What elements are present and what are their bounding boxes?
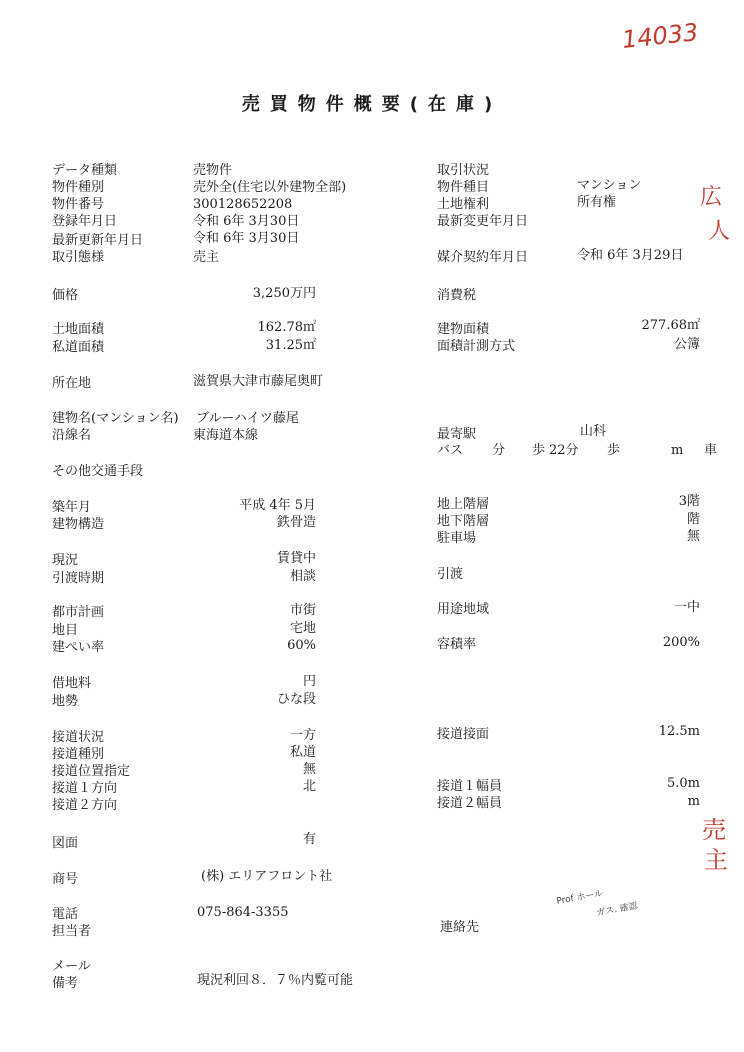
value-floors-below: 階 (686, 512, 700, 527)
value-city-plan: 市街 (289, 603, 316, 618)
value-contract-date: 令和 6年 3月29日 (577, 248, 684, 263)
label-remarks: 備考 (52, 976, 79, 991)
label-deal-status: 取引状況 (437, 163, 490, 178)
label-road-designation: 接道位置指定 (52, 764, 131, 779)
value-updated: 令和 6年 3月30日 (193, 231, 300, 246)
value-land-rent: 円 (302, 674, 316, 689)
value-private-road: 31.25㎡ (265, 338, 316, 353)
value-far: 200% (662, 635, 700, 650)
label-parking: 駐車場 (437, 531, 477, 546)
value-status: 賃貸中 (276, 551, 316, 566)
label-bus: バス (437, 443, 464, 458)
label-location: 所在地 (52, 376, 92, 391)
label-land-category: 地目 (52, 623, 79, 638)
label-floors-below: 地下階層 (437, 514, 490, 529)
label-walk-2: 歩 (607, 443, 621, 458)
page-title: 売買物件概要(在庫) (241, 94, 503, 115)
value-road-frontage: 12.5m (658, 724, 700, 739)
value-road-status: 一方 (289, 728, 316, 743)
label-drawing: 図面 (52, 836, 79, 851)
value-phone: 075-864-3355 (197, 905, 289, 920)
label-city-plan: 都市計画 (52, 605, 105, 620)
value-parking: 無 (686, 529, 700, 544)
label-handover-time: 引渡時期 (52, 571, 105, 586)
label-building-area: 建物面積 (437, 322, 490, 337)
value-zoning: 一中 (673, 600, 700, 615)
label-station: 最寄駅 (437, 427, 477, 442)
value-deal-mode: 売主 (193, 250, 220, 265)
value-data-type: 売物件 (193, 163, 233, 178)
value-road2-width: m (687, 794, 700, 809)
value-land-category: 宅地 (289, 621, 316, 636)
label-contract-date: 媒介契約年月日 (437, 250, 529, 265)
label-road-frontage: 接道接面 (437, 727, 490, 742)
label-mail: メール (52, 959, 91, 974)
label-meters: m (671, 443, 684, 458)
label-coverage: 建ぺい率 (52, 640, 105, 655)
value-building-area: 277.68㎡ (641, 318, 700, 333)
value-road-designation: 無 (302, 762, 316, 777)
handwritten-small-note: Prof ホール (555, 888, 604, 907)
label-company: 商号 (52, 872, 79, 887)
value-property-no: 300128652208 (193, 197, 293, 212)
label-land-right: 土地権利 (437, 197, 490, 212)
label-data-type: データ種類 (52, 163, 118, 178)
label-road1-direction: 接道１方向 (52, 781, 118, 796)
label-structure: 建物構造 (52, 517, 105, 532)
label-updated: 最新更新年月日 (52, 233, 144, 248)
label-private-road: 私道面積 (52, 340, 105, 355)
label-land-area: 土地面積 (52, 322, 105, 337)
label-zoning: 用途地域 (437, 602, 490, 617)
label-road1-width: 接道１幅員 (437, 779, 503, 794)
label-line: 沿線名 (52, 428, 92, 443)
value-land-right: 所有権 (577, 195, 617, 210)
value-walk-minutes: 22分 (549, 443, 579, 458)
label-floors-above: 地上階層 (437, 497, 490, 512)
label-property-no: 物件番号 (52, 197, 105, 212)
value-terrain: ひな段 (276, 692, 316, 707)
value-road1-direction: 北 (302, 779, 316, 794)
value-property-kind: 売外全(住宅以外建物全部) (193, 180, 347, 195)
value-line: 東海道本線 (193, 428, 259, 443)
label-measure-method: 面積計測方式 (437, 339, 516, 354)
value-remarks: 現況利回８．７％内覧可能 (197, 973, 354, 988)
label-status: 現況 (52, 553, 79, 568)
value-coverage: 60% (287, 638, 316, 653)
label-terrain: 地勢 (52, 694, 79, 709)
label-car: 車 (704, 443, 718, 458)
label-property-kind: 物件種別 (52, 180, 105, 195)
value-price: 3,250万円 (252, 286, 316, 301)
label-building-name: 建物名(マンション名) (52, 411, 179, 426)
label-bus-minutes: 分 (492, 443, 506, 458)
value-land-area: 162.78㎡ (257, 320, 316, 335)
label-built: 築年月 (52, 500, 92, 515)
value-station: 山科 (580, 424, 607, 439)
value-structure: 鉄骨造 (276, 515, 316, 530)
label-road-type: 接道種別 (52, 747, 105, 762)
label-road-status: 接道状況 (52, 730, 105, 745)
label-road2-direction: 接道２方向 (52, 798, 118, 813)
label-handover: 引渡 (437, 567, 464, 582)
label-far: 容積率 (437, 637, 477, 652)
value-item: マンション (577, 178, 642, 193)
handwritten-note: 人 (708, 219, 731, 244)
label-tax: 消費税 (437, 288, 477, 303)
value-road1-width: 5.0m (666, 776, 700, 791)
value-measure-method: 公簿 (673, 337, 700, 352)
value-floors-above: 3階 (678, 494, 700, 509)
label-item: 物件種目 (437, 180, 490, 195)
label-phone: 電話 (52, 907, 79, 922)
label-deal-mode: 取引態様 (52, 250, 105, 265)
value-location: 滋賀県大津市藤尾奥町 (193, 374, 324, 389)
label-change-date: 最新変更年月日 (437, 214, 529, 229)
label-staff: 担当者 (52, 924, 92, 939)
handwritten-small-note: ガス. 確認 (595, 901, 639, 919)
handwritten-number: 14033 (620, 18, 700, 54)
handwritten-note: 主 (704, 846, 728, 874)
label-walk: 歩 (532, 443, 546, 458)
handwritten-note: 広 (700, 185, 723, 210)
value-built: 平成 4年 5月 (239, 498, 316, 513)
value-drawing: 有 (302, 832, 316, 847)
label-contact: 連絡先 (440, 920, 480, 935)
value-building-name: ブルーハイツ藤尾 (196, 411, 299, 426)
value-registered: 令和 6年 3月30日 (193, 214, 300, 229)
value-handover-time: 相談 (289, 569, 316, 584)
value-company: (株) エリアフロント社 (201, 869, 333, 884)
label-price: 価格 (52, 288, 79, 303)
label-other-transport: その他交通手段 (52, 464, 144, 479)
label-registered: 登録年月日 (52, 214, 118, 229)
label-land-rent: 借地料 (52, 676, 92, 691)
value-road-type: 私道 (289, 745, 316, 760)
label-road2-width: 接道２幅員 (437, 796, 503, 811)
handwritten-note: 売 (702, 816, 726, 844)
